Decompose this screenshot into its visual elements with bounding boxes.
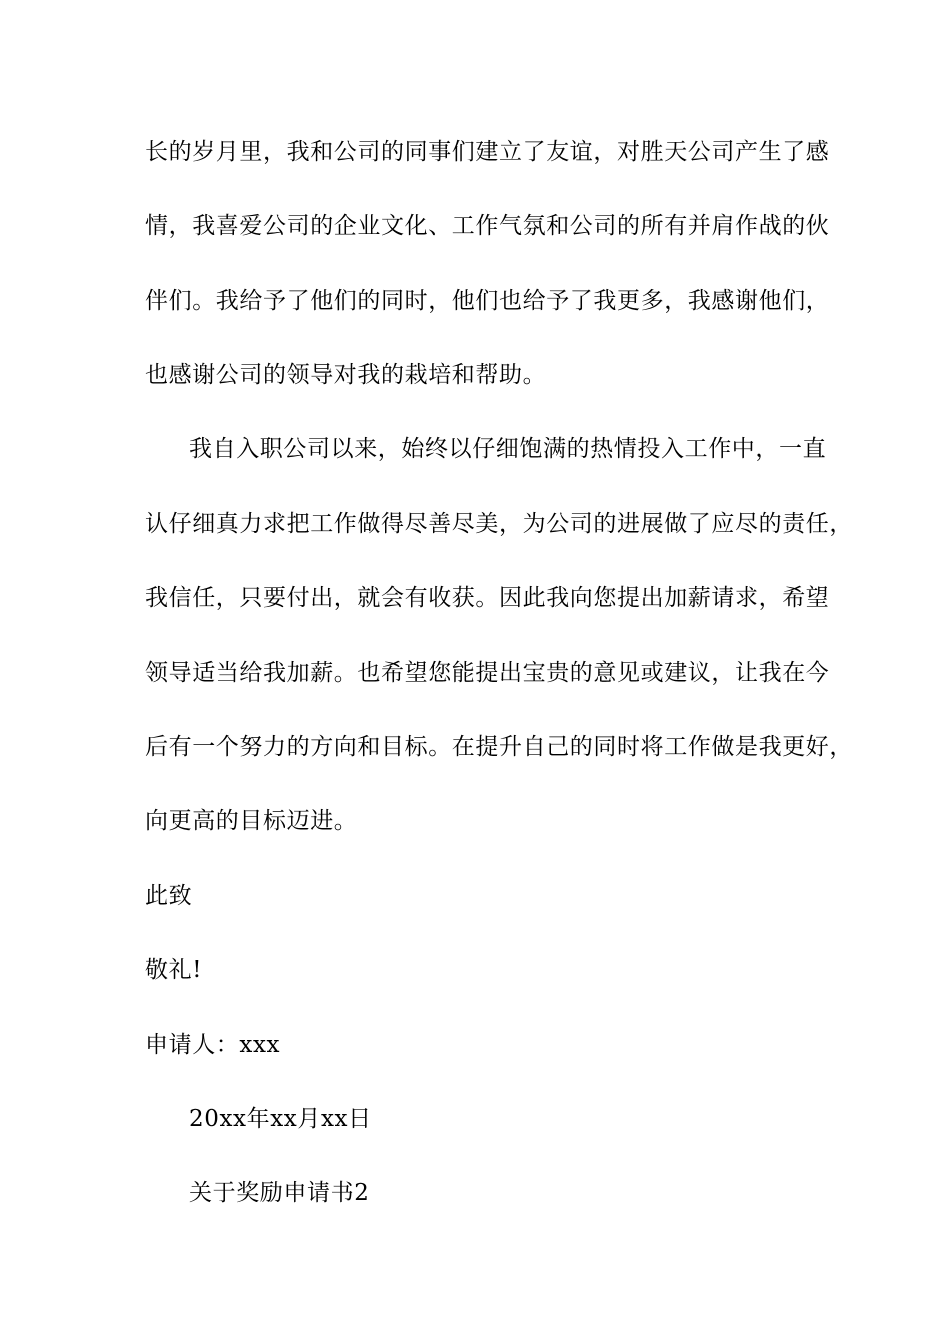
- body-line-6: 认仔细真力求把工作做得尽善尽美，为公司的进展做了应尽的责任，: [145, 511, 853, 537]
- body-line-4: 也感谢公司的领导对我的栽培和帮助。: [145, 362, 547, 388]
- body-line-7: 我信任，只要付出，就会有收获。因此我向您提出加薪请求，希望: [145, 585, 830, 611]
- closing-text: 此致: [145, 883, 193, 909]
- date-text: 20xx年xx月xx日: [189, 1106, 372, 1132]
- salutation-text: 敬礼!: [145, 957, 203, 983]
- body-line-5: 我自入职公司以来，始终以仔细饱满的热情投入工作中，一直: [189, 436, 827, 462]
- body-line-1: 长的岁月里，我和公司的同事们建立了友谊，对胜天公司产生了感: [145, 139, 830, 165]
- body-line-2: 情，我喜爱公司的企业文化、工作气氛和公司的所有并肩作战的伙: [145, 213, 830, 239]
- next-section-title: 关于奖励申请书2: [189, 1180, 370, 1206]
- body-line-10: 向更高的目标迈进。: [145, 808, 358, 834]
- body-line-9: 后有一个努力的方向和目标。在提升自己的同时将工作做是我更好，: [145, 734, 853, 760]
- body-line-3: 伴们。我给予了他们的同时，他们也给予了我更多，我感谢他们，: [145, 288, 830, 314]
- body-line-8: 领导适当给我加薪。也希望您能提出宝贵的意见或建议，让我在今: [145, 660, 830, 686]
- applicant-text: 申请人：xxx: [145, 1032, 281, 1058]
